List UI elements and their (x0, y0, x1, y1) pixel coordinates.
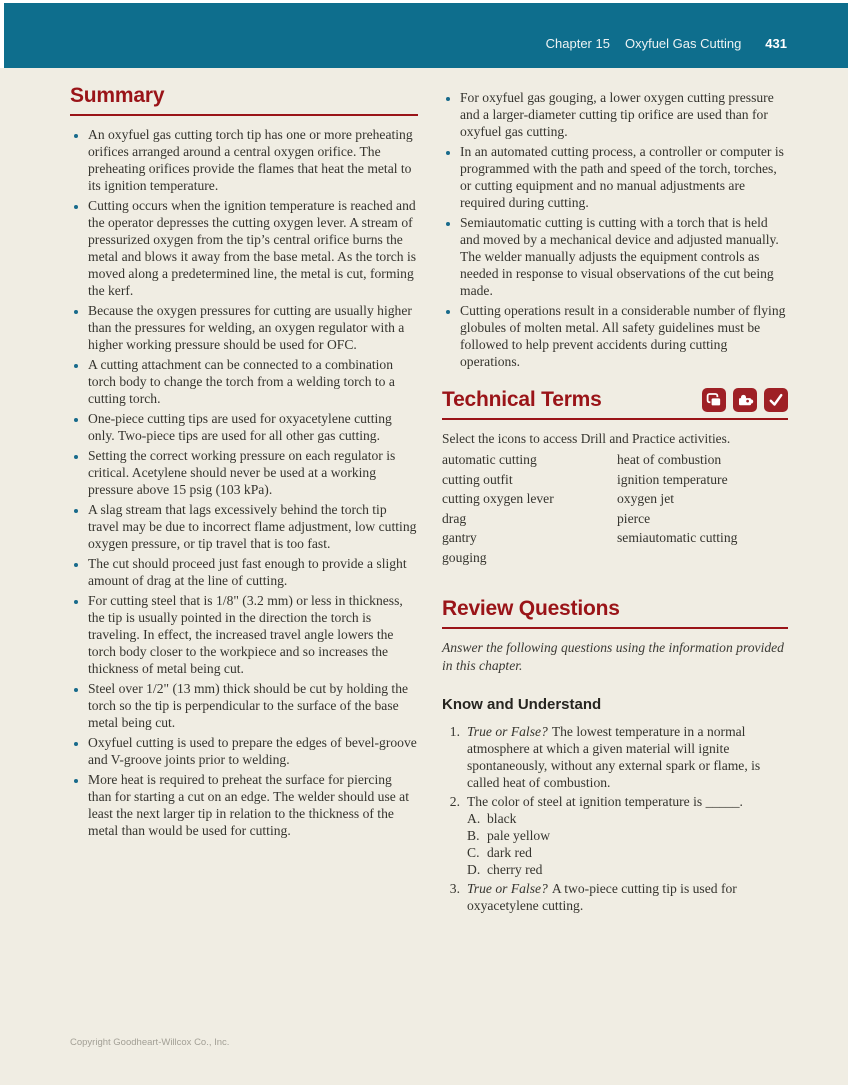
option-letter: C. (467, 845, 480, 860)
option-text: dark red (487, 845, 532, 860)
question-number: 2. (449, 794, 460, 809)
term: cutting oxygen lever (442, 491, 554, 506)
answer-option-c (467, 844, 788, 861)
term: oxygen jet (617, 491, 675, 506)
review-questions-rule (442, 627, 788, 629)
option-text: black (487, 811, 517, 826)
summary-bullet: • Semiautomatic cutting is cutting with a torch that is held and moved by a mechanical device and adjusted manually. The welder manually adjusts the equipment controls as needed in response to visual observations of the cut being made. (460, 214, 788, 299)
question-list (442, 723, 788, 914)
summary-bullet-list-continued (442, 89, 788, 370)
option-letter: B. (467, 828, 480, 843)
option-letter: A. (467, 811, 481, 826)
answer-option-a (467, 810, 788, 827)
chapter-title: Oxyfuel Gas Cutting (624, 36, 742, 51)
technical-terms-rule (442, 418, 788, 420)
flashcards-icon[interactable] (702, 388, 726, 412)
summary-bullet: • A slag stream that lags excessively behind the torch tip travel may be due to incorrect flame adjustment, low cutting oxygen pressure, or tip travel that is too fast. (88, 501, 418, 552)
answer-option-b (467, 827, 788, 844)
page-top-edge (0, 0, 848, 3)
page-left-edge (0, 0, 4, 68)
summary-bullet-list (70, 126, 418, 839)
review-questions-intro: Answer the following questions using the information provided in this chapter. (442, 640, 784, 673)
term: drag (442, 510, 467, 526)
chapter-label: Chapter 15 (545, 36, 610, 51)
term: gouging (442, 549, 487, 565)
know-and-understand-subheading: Know and Understand (442, 696, 602, 713)
summary-bullet: • The cut should proceed just fast enough to provide a slight amount of drag at the line of cutting. (88, 555, 418, 589)
summary-heading: Summary (70, 84, 165, 107)
chapter-header-band (0, 0, 848, 68)
left-column (70, 84, 418, 842)
check-icon[interactable] (764, 388, 788, 412)
summary-bullet: • Because the oxygen pressures for cutting are usually higher than the pressures for welding, an oxygen regulator with a higher working pressure should be used for OFC. (88, 302, 418, 353)
summary-bullet: • A cutting attachment can be connected to a combination torch body to change the torch from a welding torch to a cutting torch. (88, 356, 418, 407)
question-italic-prefix: True or False? (467, 881, 548, 896)
technical-terms-heading: Technical Terms (442, 388, 602, 411)
answer-option-d (467, 861, 788, 878)
activity-icons (702, 388, 788, 412)
question-italic-prefix: True or False? (467, 724, 548, 739)
term: ignition temperature (617, 471, 728, 487)
question-text (467, 793, 788, 878)
summary-rule (70, 114, 418, 116)
summary-bullet: • Setting the correct working pressure on each regulator is critical. Acetylene should never be used at a working pressure above 15 psig (103 kPa). (88, 447, 418, 498)
right-column (442, 84, 788, 916)
review-questions-section (442, 597, 788, 914)
page-number: 431 (765, 36, 787, 51)
term: semiautomatic cutting (617, 530, 738, 545)
question-3 (442, 880, 788, 914)
summary-bullet: • For oxyfuel gas gouging, a lower oxygen cutting pressure and a larger-diameter cutting tip orifice are used than for oxyfuel gas cutting. (460, 89, 788, 140)
technical-terms-section (442, 388, 788, 567)
puzzle-icon[interactable] (733, 388, 757, 412)
summary-bullet: • Oxyfuel cutting is used to prepare the edges of bevel-groove and V-groove joints prior to welding. (88, 734, 418, 768)
term: heat of combustion (617, 452, 722, 467)
terms-column-left (442, 450, 617, 567)
question-number: 1. (449, 724, 460, 739)
summary-bullet: • For cutting steel that is 1/8" (3.2 mm) or less in thickness, the tip is usually pointed in the direction the torch is traveling. In effect, the increased travel angle lowers the torch body closer to the workpiece and so increases the thickness of metal being cut. (88, 592, 418, 677)
question-number: 3. (449, 881, 460, 896)
summary-bullet: • An oxyfuel gas cutting torch tip has one or more preheating orifices arranged around a central oxygen orifice. The preheating orifices provide the flames that heat the metal to its ignition temperature. (88, 126, 418, 194)
question-body-text: The color of steel at ignition temperature is _____. (467, 794, 743, 809)
question-body-text: The lowest temperature in a normal atmosphere at which a given material will ignite spontaneously, without any external spark or flame, is called heat of combustion. (467, 724, 761, 790)
technical-terms-instruction: Select the icons to access Drill and Practice activities. (442, 431, 731, 446)
terms-column-right (617, 450, 788, 567)
copyright-notice: Copyright Goodheart-Willcox Co., Inc. (70, 1037, 230, 1048)
term: gantry (442, 530, 477, 545)
summary-bullet: • Cutting occurs when the ignition temperature is reached and the operator depresses the cutting oxygen lever. A stream of pressurized oxygen from the tip’s central orifice burns the metal and blows it away from the base metal. As the torch is moved along a predetermined line, the metal is cut, forming the kerf. (88, 197, 418, 299)
question-1 (442, 723, 788, 791)
option-text: cherry red (487, 862, 543, 877)
question-body-text: A two-piece cutting tip is used for oxyacetylene cutting. (467, 881, 737, 913)
question-2 (442, 793, 788, 878)
option-letter: D. (467, 862, 481, 877)
review-questions-heading: Review Questions (442, 597, 620, 620)
question-text (467, 723, 788, 791)
term: cutting outfit (442, 471, 513, 487)
term: pierce (617, 510, 651, 526)
summary-bullet: • One-piece cutting tips are used for oxyacetylene cutting only. Two-piece tips are used for all other gas cutting. (88, 410, 418, 444)
running-head (546, 36, 787, 51)
technical-terms-list (442, 450, 788, 567)
answer-options (467, 810, 788, 878)
summary-bullet: • More heat is required to preheat the surface for piercing than for starting a cut on an edge. The welder should use at least the next larger tip in relation to the thickness of the metal than would be used for cutting. (88, 771, 418, 839)
question-text (467, 880, 788, 914)
term: automatic cutting (442, 452, 537, 467)
summary-bullet: • Cutting operations result in a considerable number of flying globules of molten metal. All safety guidelines must be followed to help prevent accidents during cutting operations. (460, 302, 788, 370)
summary-bullet: • Steel over 1/2" (13 mm) thick should be cut by holding the torch so the tip is perpendicular to the surface of the base metal being cut. (88, 680, 418, 731)
summary-bullet: • In an automated cutting process, a controller or computer is programmed with the path and speed of the torch, torches, or cutting equipment and no manual adjustments are required during cutting. (460, 143, 788, 211)
option-text: pale yellow (487, 828, 551, 843)
